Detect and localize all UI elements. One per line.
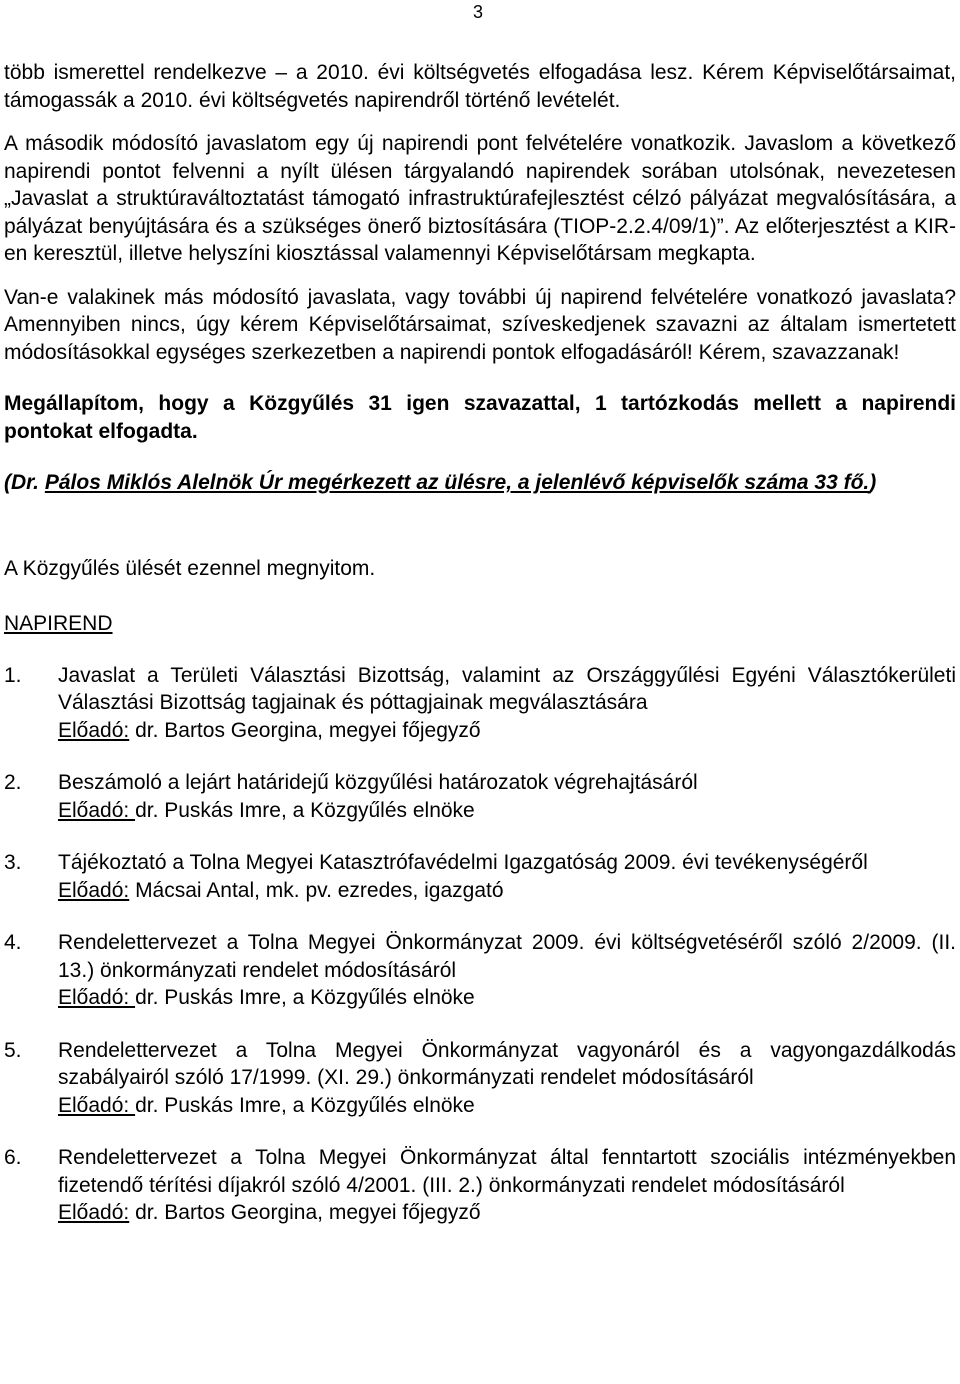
agenda-item-title: Beszámoló a lejárt határidejű közgyűlési határozatok végrehajtásáról xyxy=(58,771,698,794)
document-body xyxy=(4,59,956,1227)
agenda-item xyxy=(4,929,956,1012)
paragraph-vote-result: Megállapítom, hogy a Közgyűlés 31 igen szavazattal, 1 tartózkodás mellett a napirendi pontokat elfogadta. xyxy=(4,392,956,443)
agenda-item xyxy=(4,769,956,824)
presenter-name: dr. Puskás Imre, a Közgyűlés elnöke xyxy=(135,1093,475,1117)
agenda-item-body xyxy=(58,662,956,745)
agenda-item-body xyxy=(58,1037,956,1120)
agenda-item-number: 3. xyxy=(4,851,22,874)
agenda-item-number: 1. xyxy=(4,663,22,687)
agenda-item-presenter xyxy=(58,1199,956,1227)
presenter-label: Előadó: xyxy=(58,1201,130,1224)
agenda-item-body xyxy=(58,769,956,824)
agenda-item-body xyxy=(58,849,956,904)
agenda-item-number: 4. xyxy=(4,931,22,954)
agenda-item xyxy=(4,1144,956,1227)
paragraph-voting-request: Van-e valakinek más módosító javaslata, vagy további új napirend felvételére vonatkozó javaslata? Amennyiben nincs, úgy kérem Képviselőtársaimat, szíveskedjenek szavazni az általam ismertetett módosításokkal egységes szerkezetben a napirendi pontok elfogadásáról! Kérem, szavazzanak! xyxy=(4,285,956,364)
presenter-name: Mácsai Antal, mk. pv. ezredes, igazgató xyxy=(129,878,504,902)
agenda-item-number: 5. xyxy=(4,1038,22,1062)
agenda-item-body xyxy=(58,1144,956,1227)
agenda-item xyxy=(4,1037,956,1120)
presenter-name: dr. Bartos Georgina, megyei főjegyző xyxy=(129,718,481,742)
agenda-item xyxy=(4,662,956,745)
presenter-label: Előadó: xyxy=(58,1093,136,1117)
presenter-label: Előadó: xyxy=(58,718,130,742)
arrival-note-suffix: ) xyxy=(869,471,877,494)
presenter-name: dr. Puskás Imre, a Közgyűlés elnöke xyxy=(135,798,475,822)
agenda-item-title: Rendelettervezet a Tolna Megyei Önkormányzat által fenntartott szociális intézményekben fizetendő térítési díjakról szóló 4/2001. (III. 2.) önkormányzati rendelet módosításáról xyxy=(58,1146,956,1197)
agenda-item-presenter xyxy=(58,717,956,745)
presenter-label: Előadó: xyxy=(58,798,136,822)
agenda-item xyxy=(4,849,956,904)
agenda-item-title: Rendelettervezet a Tolna Megyei Önkormányzat 2009. évi költségvetéséről szóló 2/2009. (II. 13.) önkormányzati rendelet módosításáról xyxy=(58,931,956,982)
presenter-label: Előadó: xyxy=(58,986,136,1009)
agenda-item-presenter xyxy=(58,797,956,825)
presenter-name: dr. Bartos Georgina, megyei főjegyző xyxy=(129,1201,481,1224)
agenda-item-presenter xyxy=(58,1092,956,1120)
presenter-name: dr. Puskás Imre, a Közgyűlés elnöke xyxy=(135,986,475,1009)
agenda-item-presenter xyxy=(58,984,956,1012)
page-number: 3 xyxy=(473,2,484,22)
presenter-label: Előadó: xyxy=(58,878,130,902)
agenda-item-presenter xyxy=(58,877,956,905)
arrival-note-text: Pálos Miklós Alelnök Úr megérkezett az ülésre, a jelenlévő képviselők száma 33 fő. xyxy=(44,471,870,494)
paragraph-new-agenda-proposal: A második módosító javaslatom egy új napirendi pont felvételére vonatkozik. Javaslom a következő napirendi pontot felvenni a nyílt ülésen tárgyalandó napirendek sorában utolsónak, nevezetesen „Javaslat a struktúraváltoztatást támogató infrastruktúrafejlesztést célzó pályázat megvalósítására, a pályázat benyújtására és a szükséges önerő biztosítására (TIOP-2.2.4/09/1)”. Az előterjesztést a KIR-en keresztül, illetve helyszíni kiosztással valamennyi Képviselőtársam megkapta. xyxy=(4,132,956,265)
agenda-item-title: Tájékoztató a Tolna Megyei Katasztrófavédelmi Igazgatóság 2009. évi tevékenységéről xyxy=(58,851,868,874)
agenda-item-title: Rendelettervezet a Tolna Megyei Önkormányzat vagyonáról és a vagyongazdálkodás szabályairól szóló 17/1999. (XI. 29.) önkormányzati rendelet módosításáról xyxy=(58,1038,956,1089)
paragraph-arrival-note xyxy=(4,469,956,497)
paragraph-session-opening: A Közgyűlés ülését ezennel megnyitom. xyxy=(4,556,376,580)
paragraph-budget-removal: több ismerettel rendelkezve – a 2010. évi költségvetés elfogadása lesz. Kérem Képviselőtársaimat, támogassák a 2010. évi költségvetés napirendről történő levételét. xyxy=(4,61,956,112)
agenda-item-number: 2. xyxy=(4,771,22,794)
agenda-item-body xyxy=(58,929,956,1012)
agenda-item-title: Javaslat a Területi Választási Bizottság, valamint az Országgyűlési Egyéni Választókerületi Választási Bizottság tagjainak és póttagjainak megválasztására xyxy=(58,663,956,714)
agenda-item-number: 6. xyxy=(4,1146,22,1169)
arrival-note-prefix: (Dr. xyxy=(4,471,45,494)
agenda-heading: NAPIREND xyxy=(4,612,113,635)
